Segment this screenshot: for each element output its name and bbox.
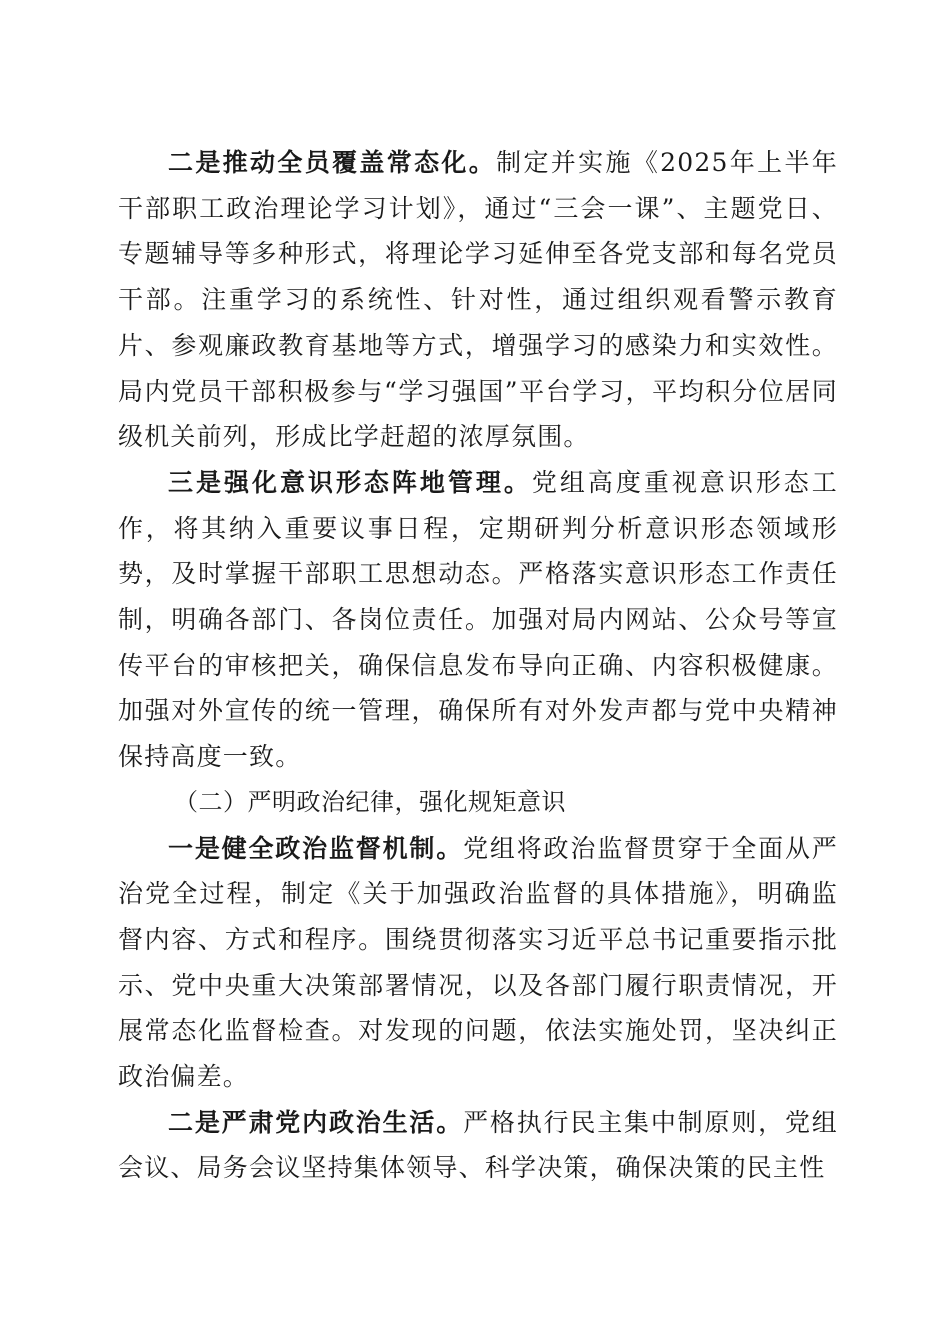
section-heading: （二）严明政治纪律，强化规矩意识 bbox=[174, 787, 566, 816]
paragraph-lead: 三是强化意识形态阵地管理。 bbox=[168, 467, 532, 497]
paragraph-ideology-position bbox=[118, 460, 838, 780]
paragraph-text: 党组高度重视意识形态工作，将其纳入重要议事日程，定期研判分析意识形态领域形势，及时掌握干部职工思想动态。严格落实意识形态工作责任制，明确各部门、各岗位责任。加强对局内网站、公众号等宣传平台的审核把关，确保信息发布导向正确、内容积极健康。加强对外宣传的统一管理，确保所有对外发声都与党中央精神保持高度一致。 bbox=[118, 467, 838, 772]
paragraph-political-life bbox=[118, 1100, 838, 1191]
document-body bbox=[118, 140, 838, 1191]
paragraph-lead: 二是严肃党内政治生活。 bbox=[168, 1107, 464, 1137]
paragraph-text: 制定并实施《2025年上半年干部职工政治理论学习计划》，通过“三会一课”、主题党日、专题辅导等多种形式，将理论学习延伸至各党支部和每名党员干部。注重学习的系统性、针对性，通过组织观看警示教育片、参观廉政教育基地等方式，增强学习的感染力和实效性。局内党员干部积极参与“学习强国”平台学习，平均积分位居同级机关前列，形成比学赶超的浓厚氛围。 bbox=[118, 148, 838, 452]
paragraph-political-supervision bbox=[118, 826, 838, 1100]
paragraph-text: 党组将政治监督贯穿于全面从严治党全过程，制定《关于加强政治监督的具体措施》，明确监督内容、方式和程序。围绕贯彻落实习近平总书记重要指示批示、党中央重大决策部署情况，以及各部门履行职责情况，开展常态化监督检查。对发现的问题，依法实施处罚，坚决纠正政治偏差。 bbox=[118, 833, 838, 1092]
paragraph-lead: 二是推动全员覆盖常态化。 bbox=[168, 148, 497, 177]
paragraph-lead: 一是健全政治监督机制。 bbox=[168, 833, 464, 863]
paragraph-full-coverage bbox=[118, 140, 838, 460]
paragraph-text: 严格执行民主集中制原则，党组会议、局务会议坚持集体领导、科学决策，确保决策的民主性 bbox=[118, 1107, 838, 1183]
